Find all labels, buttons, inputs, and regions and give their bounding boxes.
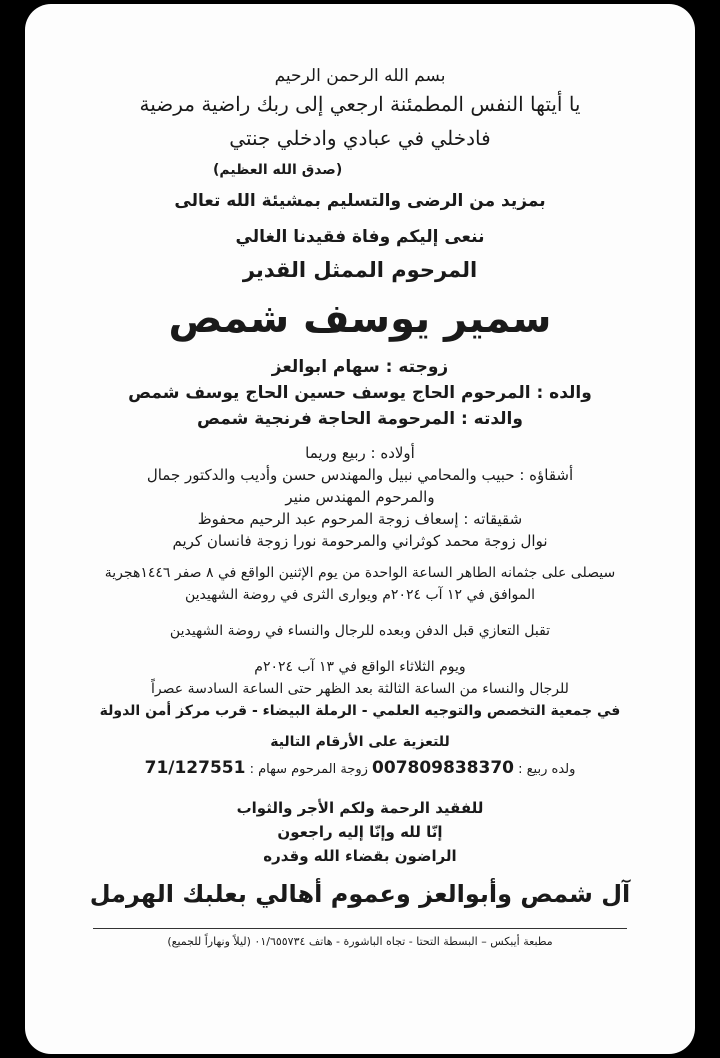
- quran-verse-line-1: يا أيتها النفس المطمئنة ارجعي إلى ربك راضية مرضية: [139, 92, 581, 116]
- closing-line-3: الراضون بقضاء الله وقدره: [263, 847, 457, 865]
- phone-numbers: [63, 758, 657, 778]
- sisters-line-2: نوال زوجة محمد كوثراني والمرحومة نورا زوجة فانسان كريم: [172, 532, 548, 550]
- wife-number: 71/127551: [144, 758, 246, 778]
- son-label: ولده ربيع :: [518, 762, 576, 777]
- location-line: في جمعية التخصص والتوجيه العلمي - الرملة البيضاء - قرب مركز أمن الدولة: [99, 703, 621, 719]
- brothers-line-2: والمرحوم المهندس منير: [285, 488, 435, 506]
- footer-divider: [93, 928, 627, 929]
- intro-line-2: ننعى إليكم وفاة فقيدنا الغالي: [235, 227, 485, 247]
- intro-line-1: بمزيد من الرضى والتسليم بمشيئة الله تعالى: [174, 191, 546, 211]
- wife-label: زوجة المرحوم سهام :: [249, 762, 368, 777]
- prayer-line-1: سيصلى على جثمانه الطاهر الساعة الواحدة من يوم الإثنين الواقع في ٨ صفر ١٤٤٦هجرية: [104, 565, 616, 581]
- sisters-line-1: شقيقاته : إسعاف زوجة المرحوم عبد الرحيم محفوظ: [197, 510, 523, 528]
- deceased-name: سمير يوسف شمص: [168, 296, 552, 342]
- families-line: آل شمص وأبوالعز وعموم أهالي بعلبك الهرمل: [89, 880, 631, 908]
- printer-footer: مطبعة أيبكس – البسطة التحتا - تجاه الباشورة - هاتف ٠١/٦٥٥٧٣٤ (ليلاً ونهاراً للجميع): [167, 935, 553, 948]
- son-number: 007809838370: [372, 758, 514, 778]
- obituary-card: [25, 4, 695, 1054]
- basmala: بسم الله الرحمن الرحيم: [274, 66, 446, 86]
- day-line-1: ويوم الثلاثاء الواقع في ١٣ آب ٢٠٢٤م: [254, 659, 466, 675]
- deceased-title: المرحوم الممثل القدير: [242, 258, 478, 282]
- wife-line: زوجته : سهام ابوالعز: [271, 357, 449, 377]
- condolence-line: تقبل التعازي قبل الدفن وبعده للرجال والنساء في روضة الشهيدين: [169, 623, 551, 639]
- brothers-line-1: أشقاؤه : حبيب والمحامي نبيل والمهندس حسن وأديب والدكتور جمال: [146, 466, 574, 484]
- prayer-line-2: الموافق في ١٢ آب ٢٠٢٤م ويوارى الثرى في روضة الشهيدين: [184, 587, 536, 603]
- closing-line-2: إنّا لله وإنّا إليه راجعون: [277, 823, 443, 841]
- condolence-heading: للتعزية على الأرقام التالية: [270, 734, 450, 750]
- day-line-2: للرجال والنساء من الساعة الثالثة بعد الظهر حتى الساعة السادسة عصراً: [151, 681, 569, 697]
- children-line: أولاده : ربيع وريما: [305, 444, 415, 462]
- quran-verse-line-2: فادخلي في عبادي وادخلي جنتي: [229, 126, 491, 150]
- closing-line-1: للفقيد الرحمة ولكم الأجر والثواب: [236, 799, 484, 817]
- sadaqa-label: (صدق الله العظيم): [213, 162, 343, 178]
- mother-line: والدته : المرحومة الحاجة فرنجية شمص: [197, 409, 523, 429]
- father-line: والده : المرحوم الحاج يوسف حسين الحاج يوسف شمص: [128, 383, 592, 403]
